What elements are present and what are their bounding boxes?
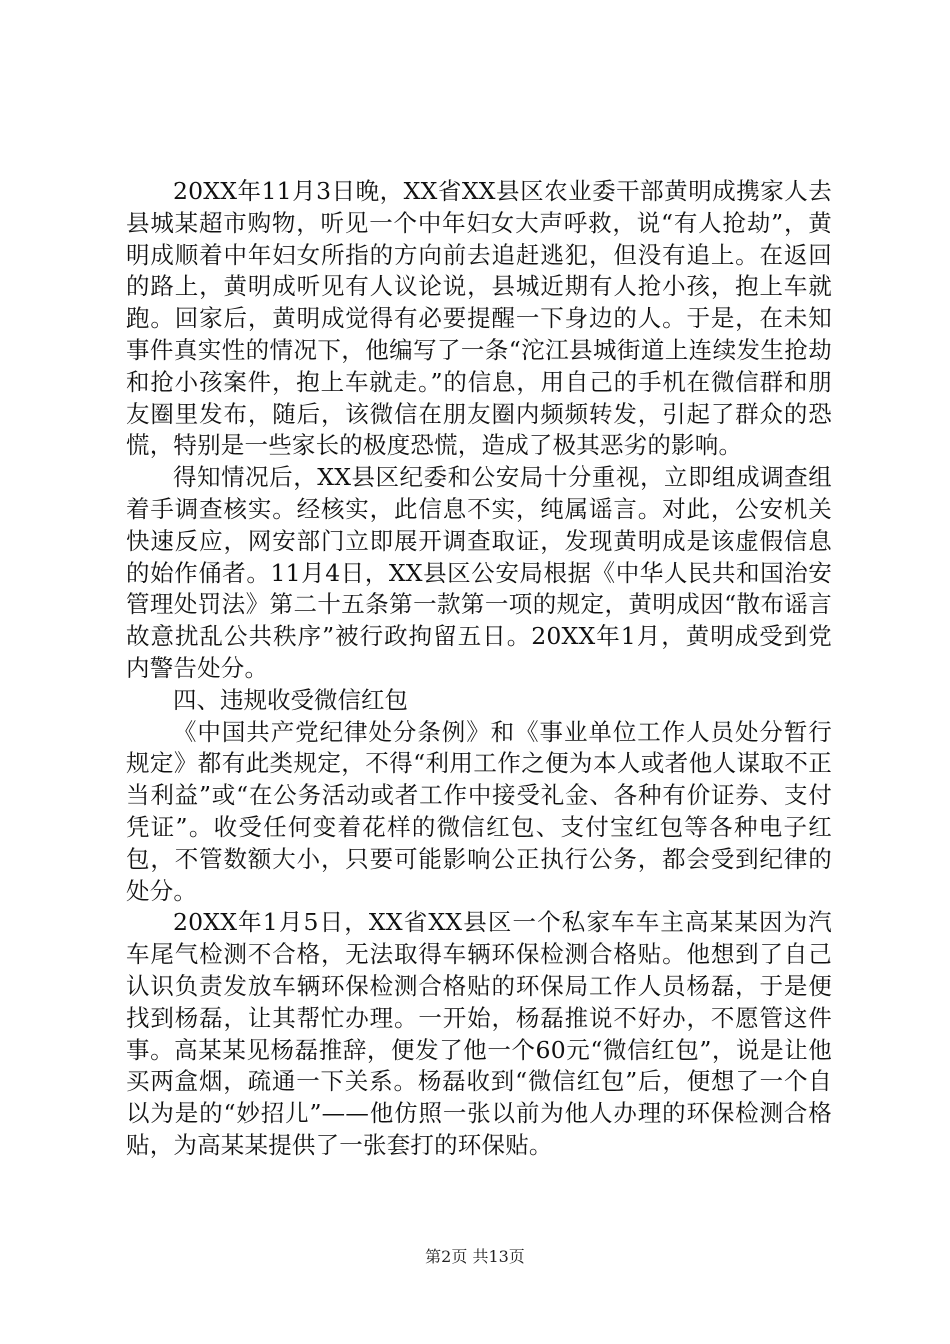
paragraph-regulations: 《中国共产党纪律处分条例》和《事业单位工作人员处分暂行规定》都有此类规定，不得“利用工作之便为本人或者他人谋取不正当利益”或“在公务活动或者工作中接受礼金、各种有价证券、支付凭证”。收受任何变着花样的微信红包、支付宝红包等各种电子红包，不管数额大小，只要可能影响公正执行公务，都会受到纪律的处分。 <box>126 717 832 905</box>
document-body <box>126 176 832 1162</box>
paragraph-red-envelope-case: 20XX年1月5日，XX省XX县区一个私家车车主高某某因为汽车尾气检测不合格，无法取得车辆环保检测合格贴。他想到了自己认识负责发放车辆环保检测合格贴的环保局工作人员杨磊，于是便找到杨磊，让其帮忙办理。一开始，杨磊推说不好办，不愿管这件事。高某某见杨磊推辞，便发了他一个60元“微信红包”，说是让他买两盒烟，疏通一下关系。杨磊收到“微信红包”后，便想了一个自以为是的“妙招儿”——他仿照一张以前为他人办理的环保检测合格贴，为高某某提供了一张套打的环保贴。 <box>126 908 832 1159</box>
section-heading-red-envelope: 四、违规收受微信红包 <box>173 685 408 714</box>
paragraph-rumor-case: 20XX年11月3日晚，XX省XX县区农业委干部黄明成携家人去县城某超市购物，听见一个中年妇女大声呼救，说“有人抢劫”，黄明成顺着中年妇女所指的方向前去追赶逃犯，但没有追上。在返回的路上，黄明成听见有人议论说，县城近期有人抢小孩，抱上车就跑。回家后，黄明成觉得有必要提醒一下身边的人。于是，在未知事件真实性的情况下，他编写了一条“沱江县城街道上连续发生抢劫和抢小孩案件，抱上车就走。”的信息，用自己的手机在微信群和朋友圈里发布，随后，该微信在朋友圈内频频转发，引起了群众的恐慌，特别是一些家长的极度恐慌，造成了极其恶劣的影响。 <box>126 177 832 460</box>
page-number-footer: 第2页 共13页 <box>425 1247 525 1266</box>
paragraph-investigation: 得知情况后，XX县区纪委和公安局十分重视，立即组成调查组着手调查核实。经核实，此信息不实，纯属谣言。对此，公安机关快速反应，网安部门立即展开调查取证，发现黄明成是该虚假信息的始作俑者。11月4日，XX县区公安局根据《中华人民共和国治安管理处罚法》第二十五条第一款第一项的规定，黄明成因“散布谣言故意扰乱公共秩序”被行政拘留五日。20XX年1月，黄明成受到党内警告处分。 <box>126 463 832 682</box>
